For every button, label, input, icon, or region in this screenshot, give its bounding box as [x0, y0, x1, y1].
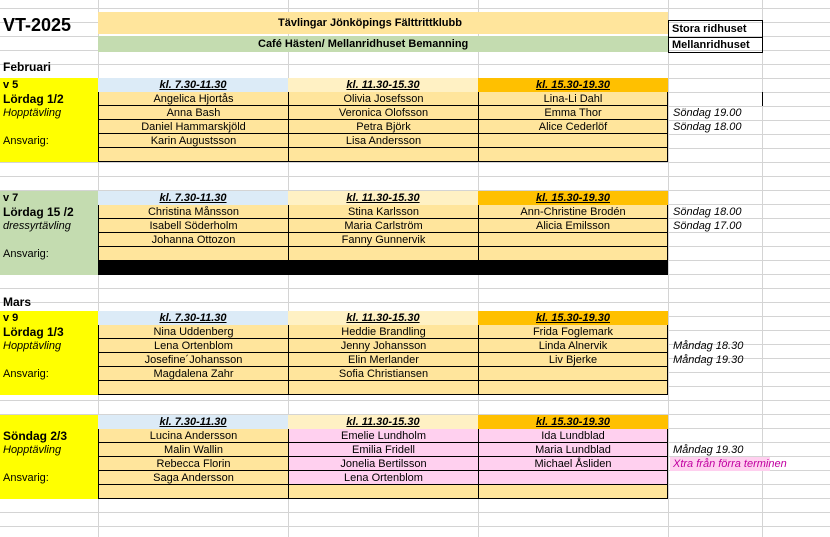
legend-cafe — [98, 36, 668, 52]
note-cell: Söndag 18.00 — [673, 121, 742, 133]
person-cell: Josefine´Johansson — [98, 353, 288, 367]
note-cell: Söndag 17.00 — [673, 220, 742, 232]
note-cell: Xtra från förra terminen — [670, 457, 770, 471]
slot-header: kl. 7.30-11.30 — [98, 415, 288, 429]
person-cell: Lisa Andersson — [288, 134, 478, 148]
note-cell: Måndag 19.30 — [673, 354, 744, 366]
note-cell: Måndag 18.30 — [673, 340, 744, 352]
person-cell — [98, 485, 288, 499]
legend-key-stora: Stora ridhuset — [668, 20, 763, 38]
person-cell: Emelie Lundholm — [288, 429, 478, 443]
person-cell: Maria Lundblad — [478, 443, 668, 457]
person-cell — [98, 247, 288, 261]
person-cell: Jenny Johansson — [288, 339, 478, 353]
person-cell: Alicia Emilsson — [478, 219, 668, 233]
person-cell: Emilia Fridell — [288, 443, 478, 457]
week-label: v 7 — [3, 192, 19, 204]
person-cell: Rebecca Florin — [98, 457, 288, 471]
person-cell: Maria Carlström — [288, 219, 478, 233]
person-cell: Karin Augustsson — [98, 134, 288, 148]
person-cell — [288, 261, 478, 275]
slot-header: kl. 7.30-11.30 — [98, 191, 288, 205]
month-februari: Februari — [3, 60, 52, 74]
person-cell: Sofia Christiansen — [288, 367, 478, 381]
responsible-label: Ansvarig: — [3, 368, 49, 380]
note-cell: Måndag 19.30 — [673, 444, 744, 456]
person-cell — [98, 261, 288, 275]
person-cell: Alice Cederlöf — [478, 120, 668, 134]
person-cell — [288, 247, 478, 261]
person-cell: Ann-Christine Brodén — [478, 205, 668, 219]
legend-competitions — [98, 12, 668, 34]
week-label: v 9 — [3, 312, 19, 324]
slot-header: kl. 11.30-15.30 — [288, 78, 478, 92]
person-cell: Magdalena Zahr — [98, 367, 288, 381]
date-label: Lördag 1/2 — [3, 92, 64, 106]
person-cell: Lena Ortenblom — [288, 471, 478, 485]
person-cell — [288, 381, 478, 395]
event-label: Hopptävling — [3, 340, 62, 352]
slot-header: kl. 11.30-15.30 — [288, 311, 478, 325]
person-cell: Liv Bjerke — [478, 353, 668, 367]
person-cell: Veronica Olofsson — [288, 106, 478, 120]
legend-cafe-label: Café Hästen/ Mellanridhuset Bemanning — [258, 38, 469, 50]
date-label: Söndag 2/3 — [3, 429, 68, 443]
person-cell: Ida Lundblad — [478, 429, 668, 443]
person-cell: Lucina Andersson — [98, 429, 288, 443]
person-cell: Elin Merlander — [288, 353, 478, 367]
responsible-label: Ansvarig: — [3, 135, 49, 147]
slot-header: kl. 7.30-11.30 — [98, 311, 288, 325]
person-cell — [288, 485, 478, 499]
person-cell: Jonelia Bertilsson — [288, 457, 478, 471]
slot-header: kl. 15.30-19.30 — [478, 191, 668, 205]
event-label: Hopptävling — [3, 444, 62, 456]
week-label: v 5 — [3, 79, 19, 91]
person-cell: Malin Wallin — [98, 443, 288, 457]
person-cell — [478, 261, 668, 275]
responsible-label: Ansvarig: — [3, 248, 49, 260]
person-cell — [98, 381, 288, 395]
person-cell: Anna Bash — [98, 106, 288, 120]
slot-header: kl. 15.30-19.30 — [478, 311, 668, 325]
person-cell: Emma Thor — [478, 106, 668, 120]
person-cell: Linda Alnervik — [478, 339, 668, 353]
person-cell: Michael Åsliden — [478, 457, 668, 471]
person-cell: Frida Foglemark — [478, 325, 668, 339]
legend-key-mellan: Mellanridhuset — [668, 38, 763, 53]
responsible-label: Ansvarig: — [3, 472, 49, 484]
date-label: Lördag 1/3 — [3, 325, 64, 339]
slot-header: kl. 11.30-15.30 — [288, 415, 478, 429]
person-cell — [478, 471, 668, 485]
legend-competitions-label: Tävlingar Jönköpings Fälttrittklubb — [278, 17, 462, 29]
cell-border-mark — [762, 92, 763, 106]
person-cell: Christina Månsson — [98, 205, 288, 219]
person-cell — [478, 381, 668, 395]
person-cell: Fanny Gunnervik — [288, 233, 478, 247]
slot-header: kl. 15.30-19.30 — [478, 415, 668, 429]
person-cell: Johanna Ottozon — [98, 233, 288, 247]
person-cell — [98, 148, 288, 162]
person-cell: Lina-Li Dahl — [478, 92, 668, 106]
month-mars: Mars — [3, 295, 32, 309]
block-label-column — [0, 415, 98, 499]
person-cell: Saga Andersson — [98, 471, 288, 485]
sheet-title: VT-2025 — [3, 15, 72, 35]
person-cell: Stina Karlsson — [288, 205, 478, 219]
person-cell: Lena Ortenblom — [98, 339, 288, 353]
person-cell — [478, 233, 668, 247]
slot-header: kl. 11.30-15.30 — [288, 191, 478, 205]
event-label: Hopptävling — [3, 107, 62, 119]
event-label: dressyrtävling — [3, 220, 71, 232]
slot-header: kl. 15.30-19.30 — [478, 78, 668, 92]
person-cell — [478, 247, 668, 261]
note-cell: Söndag 19.00 — [673, 107, 742, 119]
person-cell: Olivia Josefsson — [288, 92, 478, 106]
person-cell — [478, 485, 668, 499]
slot-header: kl. 7.30-11.30 — [98, 78, 288, 92]
person-cell: Angelica Hjortås — [98, 92, 288, 106]
person-cell — [478, 367, 668, 381]
note-cell: Söndag 18.00 — [673, 206, 742, 218]
person-cell: Isabell Söderholm — [98, 219, 288, 233]
person-cell: Petra Björk — [288, 120, 478, 134]
date-label: Lördag 15 /2 — [3, 205, 74, 219]
person-cell: Daniel Hammarskjöld — [98, 120, 288, 134]
person-cell — [478, 148, 668, 162]
person-cell — [478, 134, 668, 148]
person-cell — [288, 148, 478, 162]
person-cell: Heddie Brandling — [288, 325, 478, 339]
person-cell: Nina Uddenberg — [98, 325, 288, 339]
